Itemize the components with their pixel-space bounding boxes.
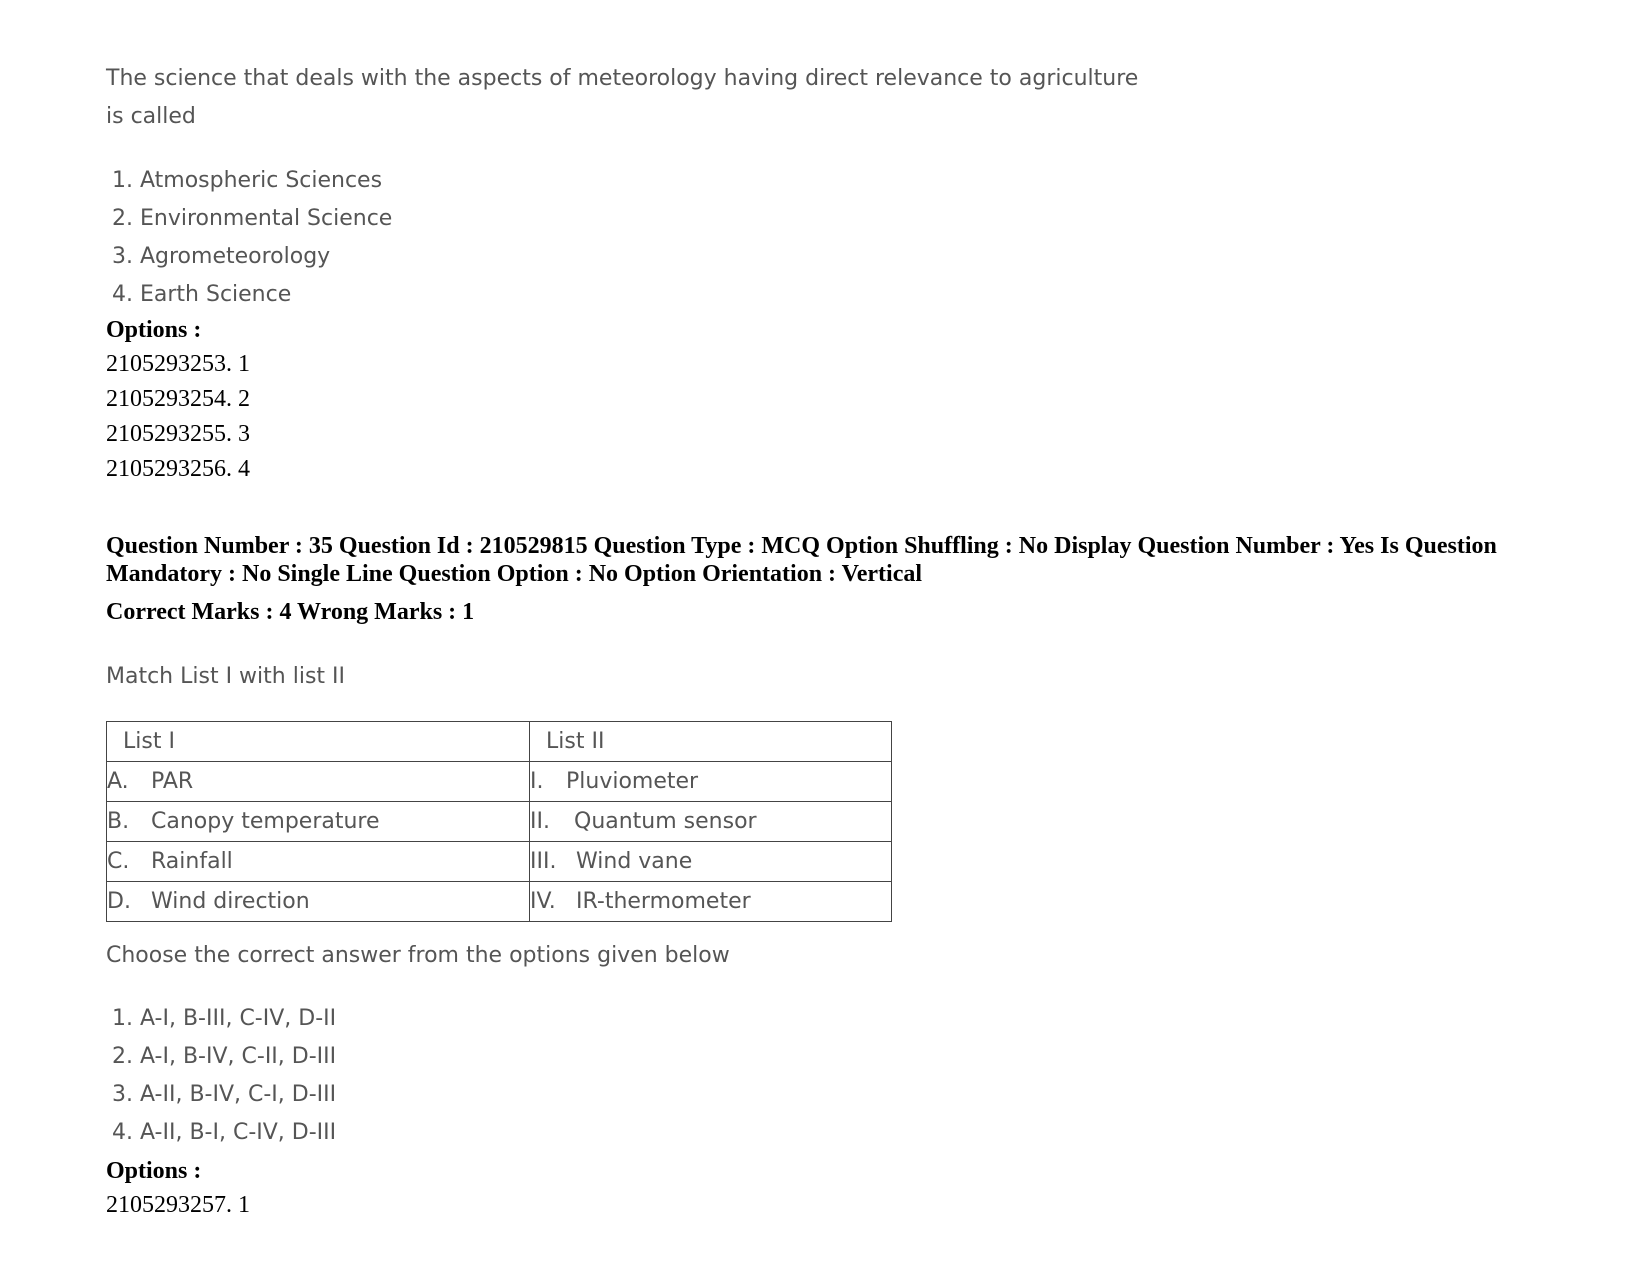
choice-item: 3. A-II, B-IV, C-I, D-III xyxy=(112,1082,337,1107)
list-2-header: List II xyxy=(546,729,605,754)
question-2-text: Match List I with list II xyxy=(106,664,346,689)
table-header-row xyxy=(107,722,892,762)
table-row xyxy=(107,802,892,842)
list-2-key: III. xyxy=(530,849,557,874)
list-2-key: I. xyxy=(530,769,544,794)
match-table xyxy=(106,721,892,922)
choice-item: 2. Environmental Science xyxy=(112,206,393,231)
table-row xyxy=(107,882,892,922)
question-1-line-2: is called xyxy=(106,104,196,129)
list-2-value: Quantum sensor xyxy=(574,809,757,834)
question-2-marks: Correct Marks : 4 Wrong Marks : 1 xyxy=(106,599,475,625)
list-2-value: Pluviometer xyxy=(566,769,699,794)
list-2-key: II. xyxy=(530,809,550,834)
list-1-value: PAR xyxy=(151,769,194,794)
option-line: 2105293256. 4 xyxy=(106,456,250,482)
option-line: 2105293253. 1 xyxy=(106,351,250,377)
table-row xyxy=(107,842,892,882)
list-1-key: D. xyxy=(107,889,131,914)
choice-item: 4. A-II, B-I, C-IV, D-III xyxy=(112,1120,337,1145)
choice-item: 3. Agrometeorology xyxy=(112,244,331,269)
list-1-header: List I xyxy=(123,729,175,754)
choice-item: 2. A-I, B-IV, C-II, D-III xyxy=(112,1044,337,1069)
list-2-value: Wind vane xyxy=(576,849,693,874)
choice-item: 1. A-I, B-III, C-IV, D-II xyxy=(112,1006,337,1031)
question-1-options xyxy=(106,313,250,487)
question-2-options xyxy=(106,1154,250,1223)
metadata-line-1: Question Number : 35 Question Id : 210529815 Question Type : MCQ Option Shuffling : No Display Question Number : Yes Is Question xyxy=(106,533,1497,559)
metadata-line-2: Mandatory : No Single Line Question Option : No Option Orientation : Vertical xyxy=(106,561,923,587)
choice-item: 4. Earth Science xyxy=(112,282,292,307)
option-line: 2105293255. 3 xyxy=(106,421,250,447)
question-2-choices xyxy=(106,1000,336,1152)
list-1-key: C. xyxy=(107,849,130,874)
choice-item: 1. Atmospheric Sciences xyxy=(112,168,383,193)
table-row xyxy=(107,762,892,802)
options-label: Options : xyxy=(106,317,202,343)
list-1-value: Canopy temperature xyxy=(151,809,380,834)
question-1-line-1: The science that deals with the aspects of meteorology having direct relevance to agriculture xyxy=(106,66,1139,91)
option-line: 2105293257. 1 xyxy=(106,1192,250,1218)
options-label: Options : xyxy=(106,1158,202,1184)
list-2-key: IV. xyxy=(530,889,556,914)
list-1-value: Rainfall xyxy=(151,849,233,874)
question-2-metadata xyxy=(106,532,1596,588)
option-line: 2105293254. 2 xyxy=(106,386,250,412)
question-1-choices xyxy=(106,162,392,314)
list-1-value: Wind direction xyxy=(151,889,310,914)
list-1-key: B. xyxy=(107,809,130,834)
question-2-instruction: Choose the correct answer from the options given below xyxy=(106,943,730,968)
list-2-value: IR-thermometer xyxy=(576,889,751,914)
list-1-key: A. xyxy=(107,769,129,794)
question-1-text xyxy=(106,60,1206,136)
